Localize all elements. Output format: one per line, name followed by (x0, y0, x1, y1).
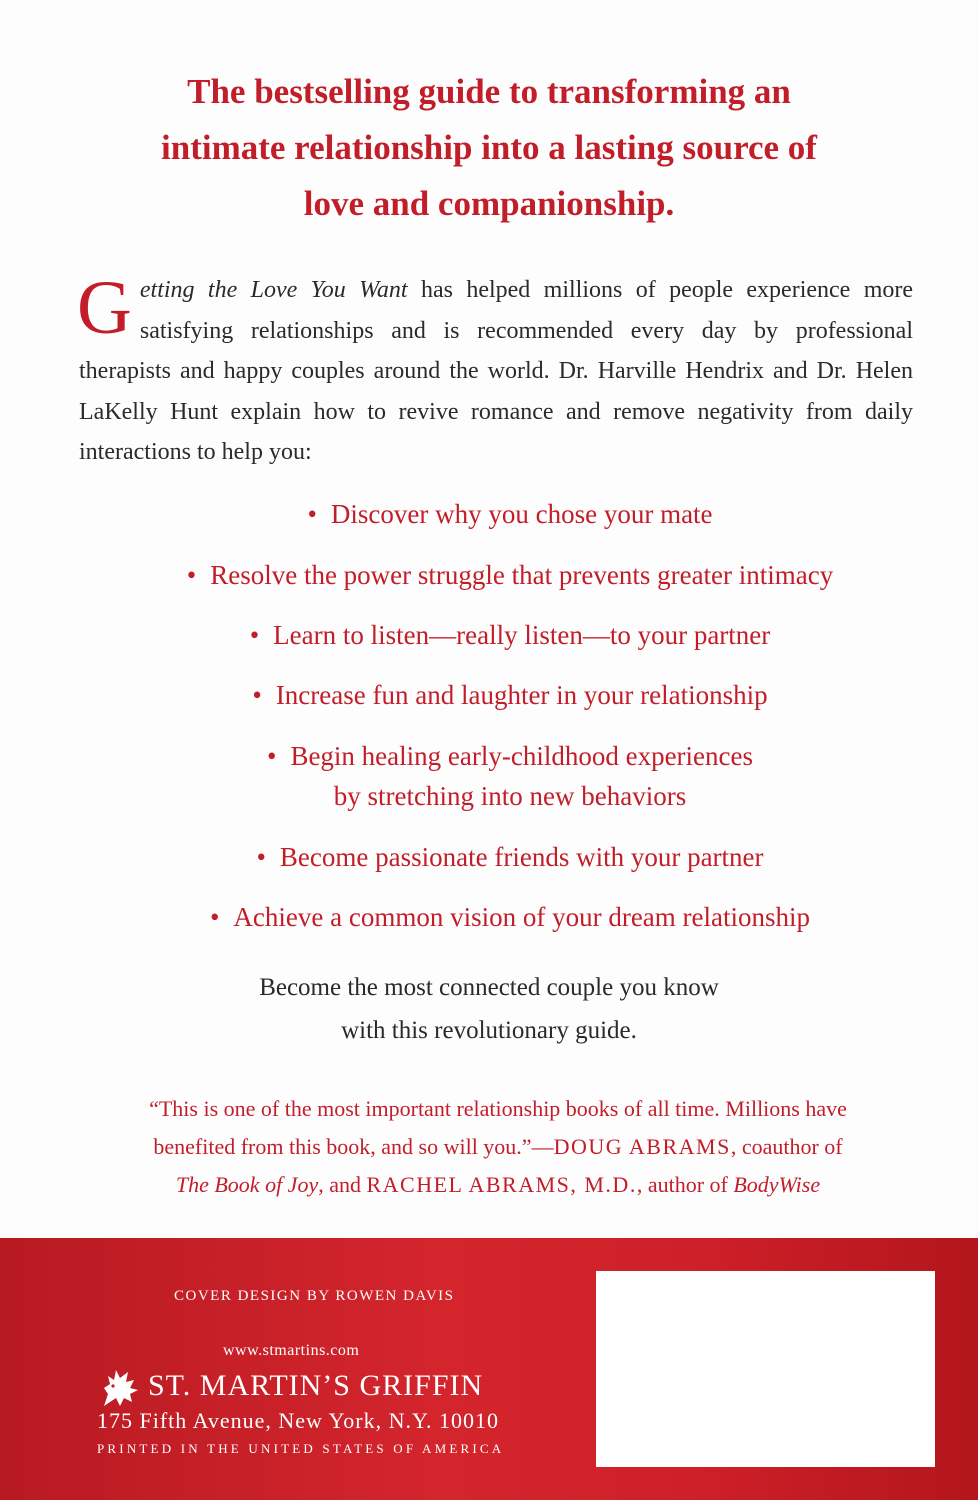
list-item: • Achieve a common vision of your dream relationship (209, 902, 811, 932)
bullet-icon: • (256, 842, 266, 872)
endorsement-quote: “This is one of the most important relationship books of all time. Millions have benefited from this book, and so will you.”—DOUG ABRAMS, coauthor of The Book of Joy, and RACHEL ABRAMS, M.D., author of BodyWise (149, 1096, 847, 1197)
publisher-website: www.stmartins.com (223, 1342, 360, 1359)
list-item: • Resolve the power struggle that prevents greater intimacy (186, 560, 834, 590)
list-item: • Become passionate friends with your partner (256, 842, 764, 872)
book-title: etting the Love You Want (139, 277, 408, 303)
headline-line: intimate relationship into a lasting source of (161, 128, 817, 167)
quote-author: RACHEL ABRAMS, M.D. (366, 1172, 637, 1197)
bullet-icon: • (186, 560, 197, 590)
headline-line: The bestselling guide to transforming an (187, 72, 791, 111)
publisher-address: 175 Fifth Avenue, New York, N.Y. 10010 (97, 1408, 500, 1433)
list-item: • Increase fun and laughter in your relationship (252, 680, 768, 710)
bullet-icon: • (307, 499, 317, 529)
intro-paragraph (77, 266, 914, 473)
bullet-icon: • (249, 620, 260, 650)
printed-in-notice: PRINTED IN THE UNITED STATES OF AMERICA (97, 1441, 505, 1456)
list-item-continuation: by stretching into new behaviors (333, 781, 687, 811)
headline-line: love and companionship. (303, 184, 675, 223)
bullet-icon: • (266, 741, 277, 771)
list-item: • Begin healing early-childhood experiences (266, 741, 754, 771)
drop-cap: G (77, 266, 132, 350)
closing-statement: Become the most connected couple you know with this revolutionary guide. (259, 974, 719, 1044)
intro-body: has helped millions of people experience more satisfying relationships and is recommended every day by professional therapists and happy couples around the world. Dr. Harville Hendrix and Dr. Helen LaKelly Hunt explain how to revive romance and remove negativity from daily interactions to help you: (79, 277, 914, 465)
cover-design-credit: COVER DESIGN BY ROWEN DAVIS (174, 1288, 455, 1304)
bullet-icon: • (252, 680, 262, 710)
quoted-book-title: BodyWise (733, 1172, 821, 1197)
griffin-icon (98, 1366, 142, 1410)
list-item: • Learn to listen—really listen—to your partner (249, 620, 771, 650)
bullet-icon: • (209, 902, 220, 932)
barcode-area (596, 1271, 935, 1467)
headline (60, 64, 918, 232)
quote-author: DOUG ABRAMS (553, 1134, 731, 1159)
list-item: • Discover why you chose your mate (307, 499, 713, 529)
quoted-book-title: The Book of Joy (175, 1172, 319, 1197)
publisher-name: ST. MARTIN’S GRIFFIN (148, 1369, 484, 1402)
publisher-footer (0, 1238, 978, 1500)
